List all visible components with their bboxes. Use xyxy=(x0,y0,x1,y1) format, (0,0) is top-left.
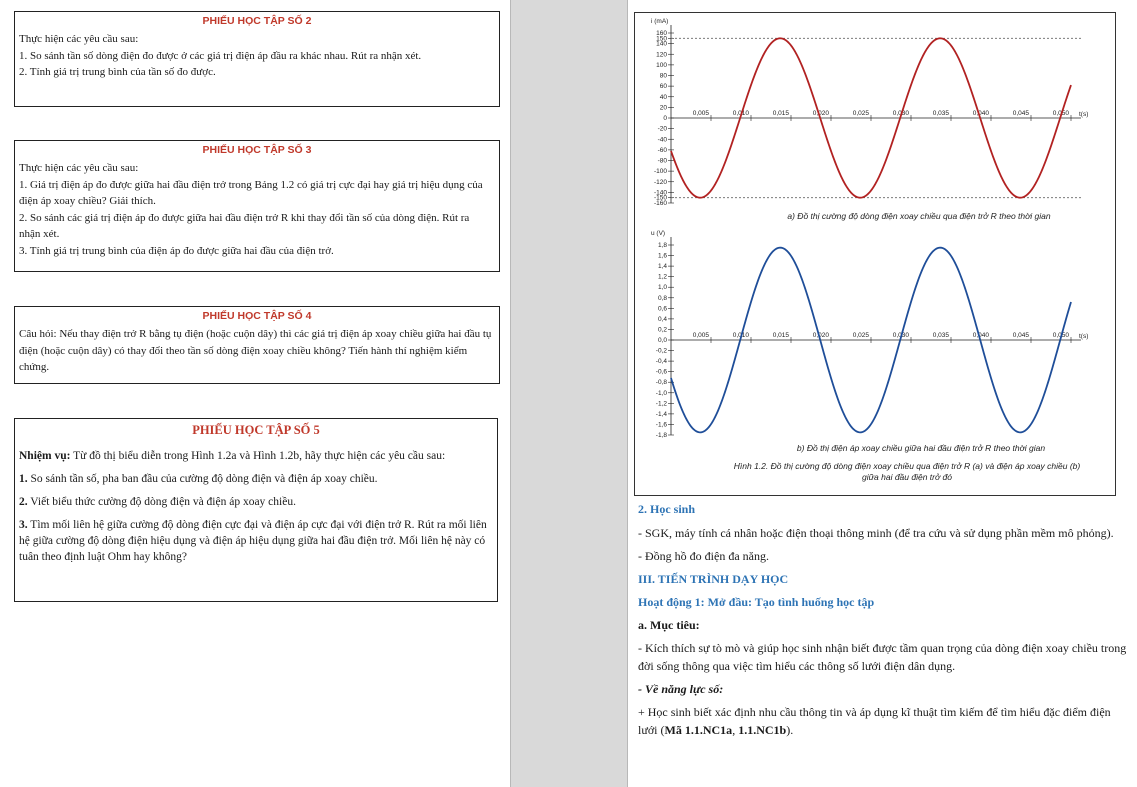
y-tick-label: 1,0 xyxy=(657,284,667,292)
paragraph: - Đồng hồ đo điện đa năng. xyxy=(638,549,769,563)
y-tick-label: -1,6 xyxy=(655,421,667,429)
y-tick-label: -1,2 xyxy=(655,400,667,408)
code-label: Mã 1.1.NC1a xyxy=(664,723,733,737)
figure-1-2 xyxy=(634,12,1116,496)
task-text: Từ đồ thị biểu diễn trong Hình 1.2a và Hình 1.2b, hãy thực hiện các yêu cầu sau: xyxy=(70,450,446,462)
y-tick-label: -150 xyxy=(653,194,667,202)
current-chart xyxy=(651,18,1088,207)
worksheet-2-line: Thực hiện các yêu cầu sau: xyxy=(19,33,139,45)
y-tick-label: -40 xyxy=(657,136,667,144)
y-tick-label: 60 xyxy=(659,83,667,91)
y-tick-label: 0,4 xyxy=(657,315,667,323)
y-tick-label: 140 xyxy=(656,40,667,48)
caption-b: b) Đồ thị điện áp xoay chiều giữa hai đầu điện trở R theo thời gian xyxy=(796,443,1046,453)
item-text: Tìm mối liên hệ giữa cường độ dòng điện cực đại và điện áp cực đại với điện trở R. Rút ra mối liên hệ giữa cường độ dòng điện hiệu dụng và điện áp hiệu dụng giữa hai đầu điện trở. Mối liên hệ này có tuân theo định luật Ohm hay không? xyxy=(19,519,487,563)
worksheet-5 xyxy=(14,418,498,602)
worksheet-3-line: Thực hiện các yêu cầu sau: xyxy=(19,162,139,174)
y-tick-label: -140 xyxy=(653,189,667,197)
y-tick-label: 150 xyxy=(656,35,667,43)
paragraph xyxy=(638,703,1128,739)
worksheet-2-line: 1. So sánh tần số dòng điện đo được ở các giá trị điện áp đầu ra khác nhau. Rút ra nhận xét. xyxy=(19,49,422,62)
y-tick-label: 1,2 xyxy=(657,273,667,281)
worksheet-2-title: PHIẾU HỌC TẬP SỐ 2 xyxy=(202,15,312,27)
heading-ability: - Về năng lực số: xyxy=(638,682,724,696)
separator: , xyxy=(732,723,739,737)
worksheet-3-line: 1. Giá trị điện áp đo được giữa hai đầu điện trở trong Bảng 1.2 có giá trị cực đại hay giá trị hiệu dụng của điện áp xoay chiều? Giải thích. xyxy=(19,178,483,207)
worksheet-5-item xyxy=(19,494,491,511)
x-tick-label: 0,025 xyxy=(852,110,869,117)
worksheet-5-item xyxy=(19,517,491,565)
figure-caption-line2: giữa hai đầu điện trở đó xyxy=(862,472,952,482)
x-tick-label: 0,035 xyxy=(932,332,949,339)
y-tick-label: 1,4 xyxy=(657,263,667,271)
y-tick-label: -80 xyxy=(657,157,667,165)
worksheet-5-title: PHIẾU HỌC TẬP SỐ 5 xyxy=(192,423,320,437)
x-tick-label: 0,020 xyxy=(812,110,829,117)
paragraph-text: ). xyxy=(786,723,794,737)
y-axis-label: i (mA) xyxy=(651,18,669,25)
worksheet-4 xyxy=(14,306,500,384)
y-axis-label: u (V) xyxy=(651,230,666,237)
y-tick-label: 0,6 xyxy=(657,305,667,313)
x-tick-label: 0,035 xyxy=(932,110,949,117)
y-tick-label: 20 xyxy=(659,104,667,112)
y-tick-label: 120 xyxy=(656,51,667,59)
y-tick-label: 0,2 xyxy=(657,326,667,334)
paragraph: - Kích thích sự tò mò và giúp học sinh nhận biết được tầm quan trọng của dòng điện xoay chiều trong đời sống thông qua việc tìm hiểu các thông số lưới điện dân dụng. xyxy=(638,641,1127,673)
x-tick-label: 0,020 xyxy=(812,332,829,339)
code-label: 1.1.NC1b xyxy=(738,723,787,737)
x-tick-label: 0,040 xyxy=(972,332,989,339)
y-tick-label: -0,6 xyxy=(655,368,667,376)
x-tick-label: 0,005 xyxy=(692,110,709,117)
y-tick-label: 40 xyxy=(659,93,667,101)
y-tick-label: 160 xyxy=(656,30,667,37)
y-tick-label: 100 xyxy=(656,61,667,69)
worksheet-4-title: PHIẾU HỌC TẬP SỐ 4 xyxy=(202,310,312,322)
y-tick-label: 80 xyxy=(659,72,667,80)
x-tick-label: 0,015 xyxy=(772,110,789,117)
y-tick-label: 1,8 xyxy=(657,242,667,249)
y-tick-label: 0,0 xyxy=(657,337,667,344)
x-tick-label: 0,010 xyxy=(732,332,749,339)
heading-process: III. TIẾN TRÌNH DẠY HỌC xyxy=(638,572,789,586)
item-number: 3. xyxy=(19,519,28,531)
y-tick-label: -0,2 xyxy=(655,347,667,355)
task-label: Nhiệm vụ: xyxy=(19,450,71,462)
figure-svg xyxy=(635,13,1115,495)
x-axis-label: t(s) xyxy=(1079,333,1089,340)
x-tick-label: 0,050 xyxy=(1052,110,1069,117)
y-tick-label: -0,8 xyxy=(655,379,667,387)
y-tick-label: 0,8 xyxy=(657,294,667,302)
y-tick-label: -160 xyxy=(653,200,667,207)
right-page-text xyxy=(638,500,1128,739)
y-tick-label: 0 xyxy=(663,115,667,122)
worksheet-3-title: PHIẾU HỌC TẬP SỐ 3 xyxy=(202,144,312,156)
figure-caption-line1: Hình 1.2. Đồ thị cường độ dòng điện xoay chiều qua điện trở R (a) và điện áp xoay chiều (b) xyxy=(733,461,1081,471)
y-tick-label: -0,4 xyxy=(655,358,667,366)
paragraph: - SGK, máy tính cá nhân hoặc điện thoại thông minh (để tra cứu và sử dụng phần mềm mô phỏng). xyxy=(638,526,1114,540)
y-tick-label: -100 xyxy=(653,168,667,176)
x-tick-label: 0,040 xyxy=(972,110,989,117)
y-tick-label: -20 xyxy=(657,125,667,133)
x-tick-label: 0,010 xyxy=(732,110,749,117)
worksheet-2-line: 2. Tính giá trị trung bình của tần số đo được. xyxy=(19,66,216,78)
voltage-chart xyxy=(651,230,1088,439)
x-tick-label: 0,015 xyxy=(772,332,789,339)
x-tick-label: 0,005 xyxy=(692,332,709,339)
heading-activity: Hoạt động 1: Mở đầu: Tạo tình huống học tập xyxy=(638,595,875,609)
worksheet-5-task xyxy=(19,448,491,465)
worksheet-3-line: 2. So sánh các giá trị điện áp đo được giữa hai đầu điện trở R khi thay đổi tần số của dòng điện. Rút ra nhận xét. xyxy=(19,211,470,240)
y-tick-label: -60 xyxy=(657,146,667,154)
x-tick-label: 0,025 xyxy=(852,332,869,339)
y-tick-label: 1,6 xyxy=(657,252,667,260)
y-tick-label: -1,8 xyxy=(655,432,667,439)
y-tick-label: -1,4 xyxy=(655,410,667,418)
heading-goal: a. Mục tiêu: xyxy=(638,618,700,632)
heading-students: 2. Học sinh xyxy=(638,502,696,516)
y-tick-label: -120 xyxy=(653,178,667,186)
worksheet-4-question: Câu hỏi: Nếu thay điện trở R bằng tụ điện (hoặc cuộn dây) thì các giá trị điện áp xoay chiều giữa hai đầu tụ điện (hoặc cuộn dây) có thay đổi theo tần số dòng điện xoay chiều không? Tiến hành thí nghiệm kiểm chứng. xyxy=(19,328,492,373)
paragraph-text: + Học sinh biết xác định nhu cầu thông tin và áp dụng kĩ thuật tìm kiếm để tìm hiểu đặc điểm điện lưới ( xyxy=(638,705,1111,737)
item-text: Viết biểu thức cường độ dòng điện và điện áp xoay chiều. xyxy=(27,496,296,508)
x-axis-label: t(s) xyxy=(1079,111,1089,118)
y-tick-label: -1,0 xyxy=(655,389,667,397)
caption-a: a) Đồ thị cường độ dòng điện xoay chiều qua điện trở R theo thời gian xyxy=(787,211,1051,221)
x-tick-label: 0,050 xyxy=(1052,332,1069,339)
item-text: So sánh tần số, pha ban đầu của cường độ dòng điện và điện áp xoay chiều. xyxy=(27,473,378,485)
page-gutter xyxy=(510,0,628,787)
worksheet-3-line: 3. Tính giá trị trung bình của điện áp đo được giữa hai đầu của điện trở. xyxy=(19,244,334,257)
page-edge xyxy=(510,0,511,787)
x-tick-label: 0,045 xyxy=(1012,332,1029,339)
x-tick-label: 0,030 xyxy=(892,332,909,339)
x-tick-label: 0,045 xyxy=(1012,110,1029,117)
x-tick-label: 0,030 xyxy=(892,110,909,117)
item-number: 2. xyxy=(19,496,28,508)
worksheet-3 xyxy=(14,140,500,272)
item-number: 1. xyxy=(19,473,28,485)
worksheet-5-item xyxy=(19,471,491,488)
worksheet-2 xyxy=(14,11,500,107)
